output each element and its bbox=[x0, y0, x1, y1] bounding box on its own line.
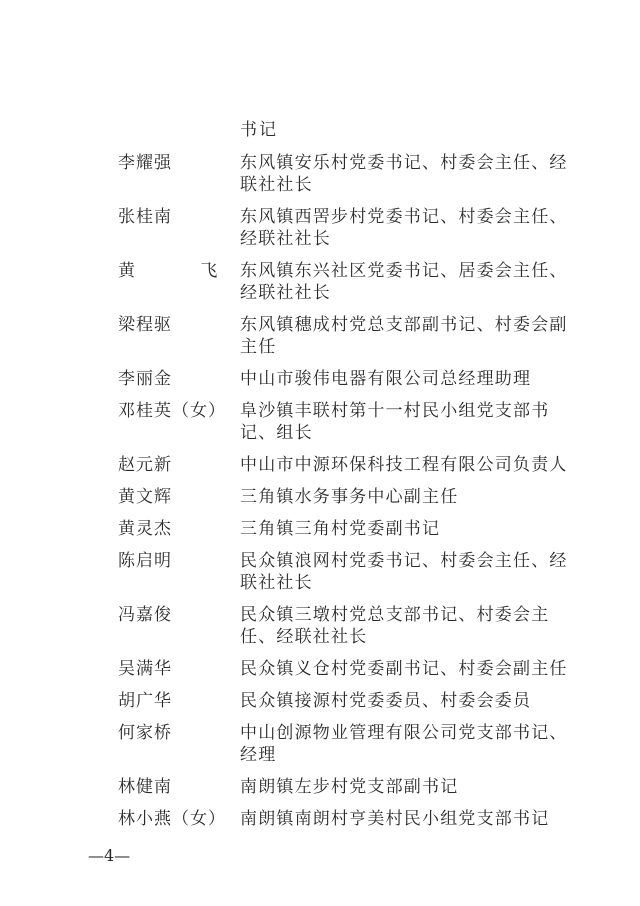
member-name: 林健南 bbox=[118, 777, 172, 797]
page-number: —4— bbox=[88, 846, 131, 865]
list-item bbox=[118, 260, 588, 304]
member-name: 陈启明 bbox=[118, 551, 172, 571]
member-name: 李耀强 bbox=[118, 153, 172, 173]
list-item bbox=[118, 400, 588, 444]
list-item bbox=[118, 658, 588, 680]
list-item bbox=[118, 776, 588, 798]
member-title: 民众镇义仓村党委副书记、村委会副主任 bbox=[240, 659, 568, 679]
list-item bbox=[118, 314, 588, 358]
list-item bbox=[118, 486, 588, 508]
member-title: 东风镇西罟步村党委书记、村委会主任、经联社社长 bbox=[240, 207, 568, 249]
member-title: 中山市骏伟电器有限公司总经理助理 bbox=[240, 369, 532, 389]
list-item bbox=[118, 690, 588, 712]
member-name: 赵元新 bbox=[118, 455, 172, 475]
member-name: 胡广华 bbox=[118, 691, 172, 711]
list-item bbox=[118, 454, 588, 476]
member-name: 何家桥 bbox=[118, 723, 172, 743]
member-name: 黄文辉 bbox=[118, 487, 172, 507]
list-item bbox=[118, 368, 588, 390]
member-title: 三角镇三角村党委副书记 bbox=[240, 519, 441, 539]
member-title: 东风镇东兴社区党委书记、居委会主任、经联社社长 bbox=[240, 261, 568, 303]
member-title: 民众镇三墩村党总支部书记、村委会主任、经联社社长 bbox=[240, 605, 550, 647]
member-name: 吴满华 bbox=[118, 659, 172, 679]
member-name: 张桂南 bbox=[118, 207, 172, 227]
member-list bbox=[118, 152, 588, 840]
member-name: 冯嘉俊 bbox=[118, 605, 172, 625]
list-item bbox=[118, 518, 588, 540]
member-name: 林小燕（女） bbox=[118, 809, 226, 829]
member-title: 中山市中源环保科技工程有限公司负责人 bbox=[240, 455, 568, 475]
member-title: 三角镇水务事务中心副主任 bbox=[240, 487, 459, 507]
member-name: 黄 飞 bbox=[118, 261, 248, 281]
continuation-text: 书记 bbox=[240, 120, 278, 140]
member-name: 邓桂英（女） bbox=[118, 401, 226, 421]
list-item bbox=[118, 722, 588, 766]
list-item bbox=[118, 550, 588, 594]
member-name: 黄灵杰 bbox=[118, 519, 172, 539]
member-title: 民众镇接源村党委委员、村委会委员 bbox=[240, 691, 532, 711]
member-title: 东风镇安乐村党委书记、村委会主任、经联社社长 bbox=[240, 153, 568, 195]
member-title: 中山创源物业管理有限公司党支部书记、经理 bbox=[240, 723, 568, 765]
list-item bbox=[118, 604, 588, 648]
member-title: 民众镇浪网村党委书记、村委会主任、经联社社长 bbox=[240, 551, 568, 593]
member-title: 南朗镇南朗村亨美村民小组党支部书记 bbox=[240, 809, 550, 829]
member-title: 东风镇穗成村党总支部副书记、村委会副主任 bbox=[240, 315, 568, 357]
member-name: 李丽金 bbox=[118, 369, 172, 389]
list-item bbox=[118, 206, 588, 250]
member-title: 阜沙镇丰联村第十一村民小组党支部书记、组长 bbox=[240, 401, 550, 443]
member-title: 南朗镇左步村党支部副书记 bbox=[240, 777, 459, 797]
member-name: 梁程驱 bbox=[118, 315, 172, 335]
list-item bbox=[118, 808, 588, 830]
list-item bbox=[118, 152, 588, 196]
